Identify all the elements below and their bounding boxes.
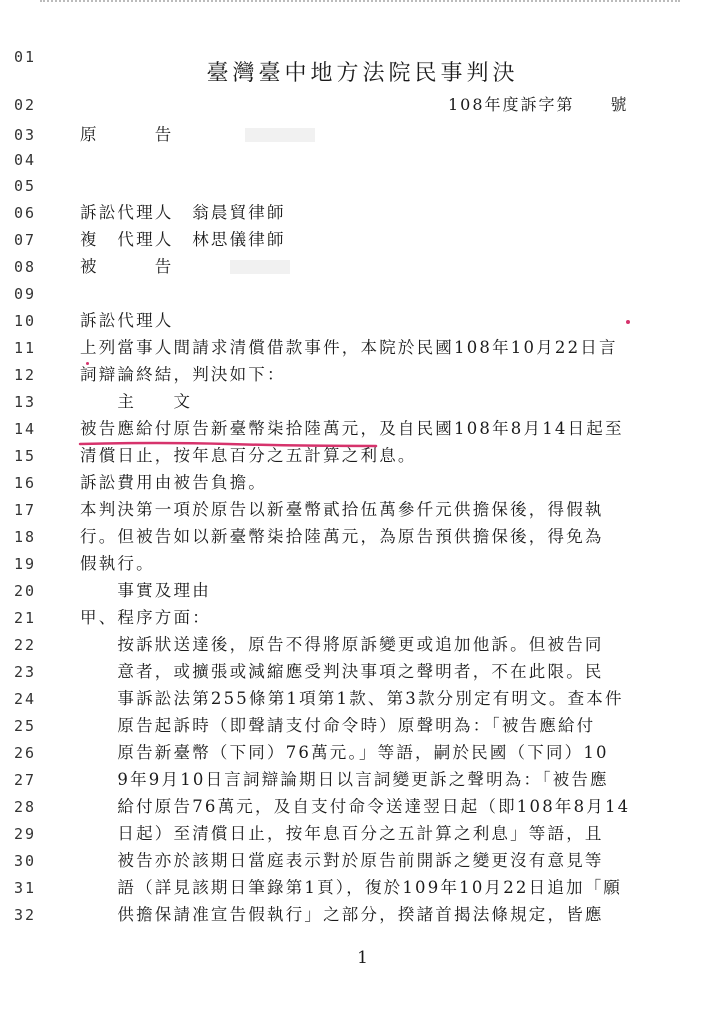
line-number: 22: [14, 636, 37, 654]
line-14: [0, 414, 725, 444]
line-text: 清償日止，按年息百分之五計算之利息。: [80, 446, 417, 465]
line-number: 18: [14, 528, 37, 546]
line-number: 09: [14, 285, 37, 303]
line-08: [0, 252, 725, 282]
line-20: [0, 576, 725, 606]
line-text: 日起）至清償日止，按年息百分之五計算之利息」等語，且: [80, 824, 604, 843]
line-number: 10: [14, 312, 37, 330]
line-number: 11: [14, 339, 37, 357]
line-text: 9年9月10日言詞辯論期日以言詞變更訴之聲明為：「被告應: [80, 770, 609, 789]
line-number: 13: [14, 393, 37, 411]
line-11: [0, 333, 725, 363]
line-28: [0, 792, 725, 822]
line-text: 上列當事人間請求清償借款事件，本院於民國108年10月22日言: [80, 338, 618, 357]
line-07: [0, 225, 725, 255]
line-25: [0, 711, 725, 741]
line-23: [0, 657, 725, 687]
pen-mark: [86, 362, 89, 365]
line-text: 給付原告76萬元，及自支付命令送達翌日起（即108年8月14: [80, 797, 631, 816]
line-text: 被告應給付原告新臺幣柒拾陸萬元，及自民國108年8月14日起至: [80, 419, 624, 438]
line-10: [0, 306, 725, 336]
line-30: [0, 846, 725, 876]
line-15: [0, 441, 725, 471]
line-01: [0, 42, 725, 72]
line-number: 15: [14, 447, 37, 465]
line-number: 12: [14, 366, 37, 384]
line-text: 假執行。: [80, 554, 155, 573]
line-text: 詞辯論終結，判決如下：: [80, 365, 286, 384]
line-text: 被告亦於該期日當庭表示對於原告前開訴之變更沒有意見等: [80, 851, 604, 870]
line-text: 供擔保請准宣告假執行」之部分，揆諸首揭法條規定，皆應: [80, 905, 604, 924]
line-number: 14: [14, 420, 37, 438]
line-number: 06: [14, 204, 37, 222]
line-number: 27: [14, 771, 37, 789]
line-text: 事實及理由: [80, 581, 211, 600]
pen-mark: [626, 320, 630, 324]
line-number: 08: [14, 258, 37, 276]
line-text: 意者，或擴張或減縮應受判決事項之聲明者，不在此限。民: [80, 662, 604, 681]
line-text: 行。但被告如以新臺幣柒拾陸萬元，為原告預供擔保後，得免為: [80, 527, 604, 546]
line-text: 被 告: [80, 257, 174, 276]
line-text: 訴訟代理人 翁晨貿律師: [80, 203, 286, 222]
line-number: 30: [14, 852, 37, 870]
line-number: 29: [14, 825, 37, 843]
line-09: [0, 279, 725, 309]
line-number: 26: [14, 744, 37, 762]
line-text: 按訴狀送達後，原告不得將原訴變更或追加他訴。但被告同: [80, 635, 604, 654]
line-number: 07: [14, 231, 37, 249]
line-number: 03: [14, 126, 37, 144]
redacted-area: [230, 260, 290, 274]
line-17: [0, 495, 725, 525]
line-number: 04: [14, 151, 37, 169]
page-number: 1: [357, 948, 368, 968]
line-12: [0, 360, 725, 390]
line-text: 甲、程序方面：: [80, 608, 211, 627]
redacted-area: [245, 128, 315, 142]
line-number: 28: [14, 798, 37, 816]
line-number: 16: [14, 474, 37, 492]
line-02: [0, 90, 725, 120]
line-21: [0, 603, 725, 633]
line-number: 32: [14, 906, 37, 924]
line-text: 事訴訟法第255條第1項第1款、第3款分別定有明文。查本件: [80, 689, 624, 708]
line-13: [0, 387, 725, 417]
line-32: [0, 900, 725, 930]
line-number: 23: [14, 663, 37, 681]
line-27: [0, 765, 725, 795]
line-number: 05: [14, 177, 37, 195]
line-22: [0, 630, 725, 660]
document-title: 臺灣臺中地方法院民事判決: [206, 61, 519, 86]
line-31: [0, 873, 725, 903]
line-text: 原 告: [80, 125, 174, 144]
line-text: 訴訟代理人: [80, 311, 174, 330]
line-06: [0, 198, 725, 228]
line-18: [0, 522, 725, 552]
line-16: [0, 468, 725, 498]
line-text: 訴訟費用由被告負擔。: [80, 473, 267, 492]
line-number: 31: [14, 879, 37, 897]
line-24: [0, 684, 725, 714]
line-text: 原告起訴時（即聲請支付命令時）原聲明為：「被告應給付: [80, 716, 596, 735]
line-text: 本判決第一項於原告以新臺幣貳拾伍萬參仟元供擔保後，得假執: [80, 500, 604, 519]
line-text: 主 文: [80, 392, 193, 411]
line-number: 01: [14, 48, 37, 66]
line-05: [0, 171, 725, 201]
line-number: 17: [14, 501, 37, 519]
case-number: 108年度訴字第 號: [448, 95, 629, 114]
line-number: 21: [14, 609, 37, 627]
line-text: 語（詳見該期日筆錄第1頁），復於109年10月22日追加「願: [80, 878, 623, 897]
line-number: 24: [14, 690, 37, 708]
line-number: 02: [14, 96, 37, 114]
line-26: [0, 738, 725, 768]
line-number: 20: [14, 582, 37, 600]
scan-edge-residue: [40, 0, 680, 8]
line-29: [0, 819, 725, 849]
line-text: 原告新臺幣（下同）76萬元。」等語，嗣於民國（下同）10: [80, 743, 609, 762]
line-number: 25: [14, 717, 37, 735]
line-text: 複 代理人 林思儀律師: [80, 230, 286, 249]
line-19: [0, 549, 725, 579]
line-number: 19: [14, 555, 37, 573]
